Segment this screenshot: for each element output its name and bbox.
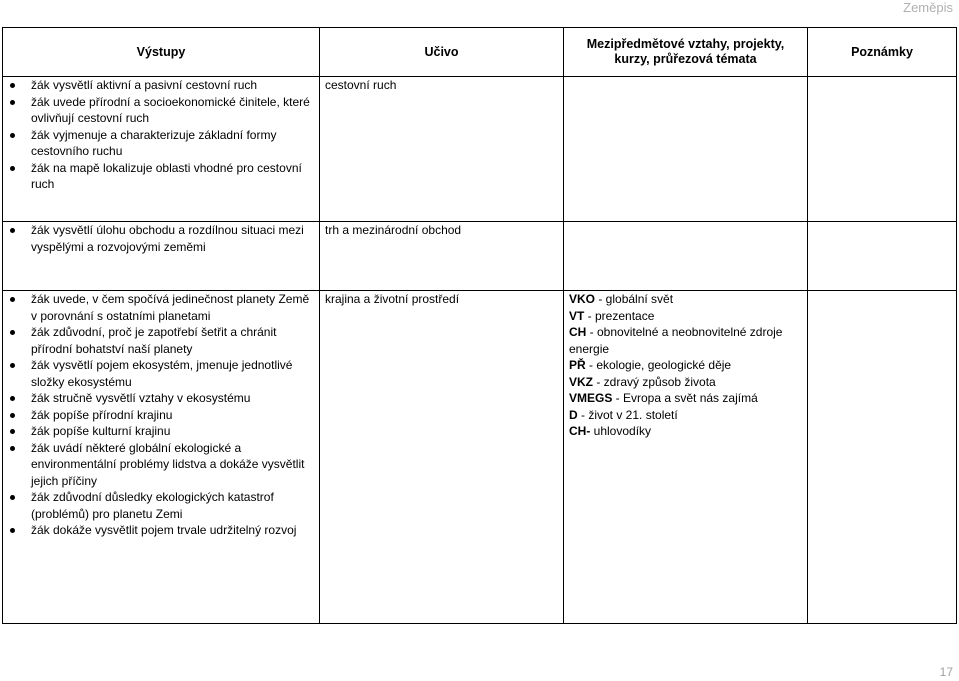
cross-curricular-line [569, 357, 803, 374]
cross-curricular-text: - prezentace [584, 308, 655, 323]
content-cell: trh a mezinárodní obchod [320, 222, 564, 291]
content-cell: cestovní ruch [320, 77, 564, 222]
cross-curricular-line [569, 324, 803, 357]
list-item: žák popíše přírodní krajinu [8, 407, 315, 424]
content-cell: krajina a životní prostředí [320, 291, 564, 624]
list-item: žák zdůvodní, proč je zapotřebí šetřit a chránit přírodní bohatství naší planety [8, 324, 315, 357]
cross-curricular-line [569, 390, 803, 407]
subject-abbreviation: D [569, 407, 578, 422]
subject-abbreviation: VT [569, 308, 585, 323]
outcomes-cell [3, 77, 320, 222]
cross-curricular-text: - ekologie, geologické děje [585, 358, 732, 372]
cross-curricular-text: - Evropa a svět nás zajímá [612, 391, 758, 405]
cross-curricular-cell [564, 77, 808, 222]
cross-curricular-cell [564, 291, 808, 624]
table-header-row [3, 28, 957, 77]
list-item: žák dokáže vysvětlit pojem trvale udržitelný rozvoj [8, 522, 315, 539]
notes-cell [808, 291, 957, 624]
page-number: 17 [939, 665, 953, 679]
header-outcomes: Výstupy [3, 28, 320, 77]
outcomes-list [8, 222, 315, 255]
cross-curricular-text: - zdravý způsob života [593, 374, 716, 389]
cross-curricular-line [569, 308, 803, 325]
header-cross-curricular-line2: kurzy, průřezová témata [614, 52, 757, 66]
list-item: žák zdůvodní důsledky ekologických katastrof (problémů) pro planetu Zemi [8, 489, 315, 522]
cross-curricular-line [569, 423, 803, 440]
header-cross-curricular [564, 28, 808, 77]
subject-abbreviation: PŘ [569, 358, 586, 372]
subject-abbreviation: VKZ [569, 374, 593, 389]
list-item: žák uvádí některé globální ekologické a environmentální problémy lidstva a dokáže vysvětlit jejich příčiny [8, 440, 315, 490]
outcomes-list [8, 77, 315, 193]
header-content: Učivo [320, 28, 564, 77]
subject-abbreviation: VKO [569, 292, 596, 306]
list-item: žák stručně vysvětlí vztahy v ekosystému [8, 390, 315, 407]
subject-abbreviation: CH- [569, 424, 591, 438]
subject-abbreviation: CH [569, 325, 587, 339]
outcomes-list [8, 291, 315, 539]
notes-cell [808, 77, 957, 222]
cross-curricular-line [569, 291, 803, 308]
header-notes: Poznámky [808, 28, 957, 77]
curriculum-table [2, 27, 957, 624]
subject-abbreviation: VMEGS [569, 391, 613, 405]
page-header: Zeměpis [903, 0, 953, 15]
cross-curricular-cell [564, 222, 808, 291]
list-item: žák na mapě lokalizuje oblasti vhodné pro cestovní ruch [8, 160, 315, 193]
outcomes-cell [3, 222, 320, 291]
cross-curricular-line [569, 374, 803, 391]
header-cross-curricular-line1: Mezipředmětové vztahy, projekty, [586, 37, 785, 51]
cross-curricular-text: - život v 21. století [577, 407, 678, 422]
outcomes-cell [3, 291, 320, 624]
list-item: žák vysvětlí úlohu obchodu a rozdílnou situaci mezi vyspělými a rozvojovými zeměmi [8, 222, 315, 255]
cross-curricular-text: uhlovodíky [590, 424, 652, 438]
notes-cell [808, 222, 957, 291]
list-item: žák uvede, v čem spočívá jedinečnost planety Země v porovnání s ostatními planetami [8, 291, 315, 324]
list-item: žák vyjmenuje a charakterizuje základní formy cestovního ruchu [8, 127, 315, 160]
cross-curricular-text: - obnovitelné a neobnovitelné zdroje energie [569, 325, 783, 356]
table-row [3, 222, 957, 291]
list-item: žák uvede přírodní a socioekonomické činitele, které ovlivňují cestovní ruch [8, 94, 315, 127]
list-item: žák popíše kulturní krajinu [8, 423, 315, 440]
table-row [3, 77, 957, 222]
list-item: žák vysvětlí pojem ekosystém, jmenuje jednotlivé složky ekosystému [8, 357, 315, 390]
table-row [3, 291, 957, 624]
cross-curricular-line [569, 407, 803, 424]
list-item: žák vysvětlí aktivní a pasivní cestovní ruch [8, 77, 315, 94]
cross-curricular-text: - globální svět [595, 292, 674, 306]
